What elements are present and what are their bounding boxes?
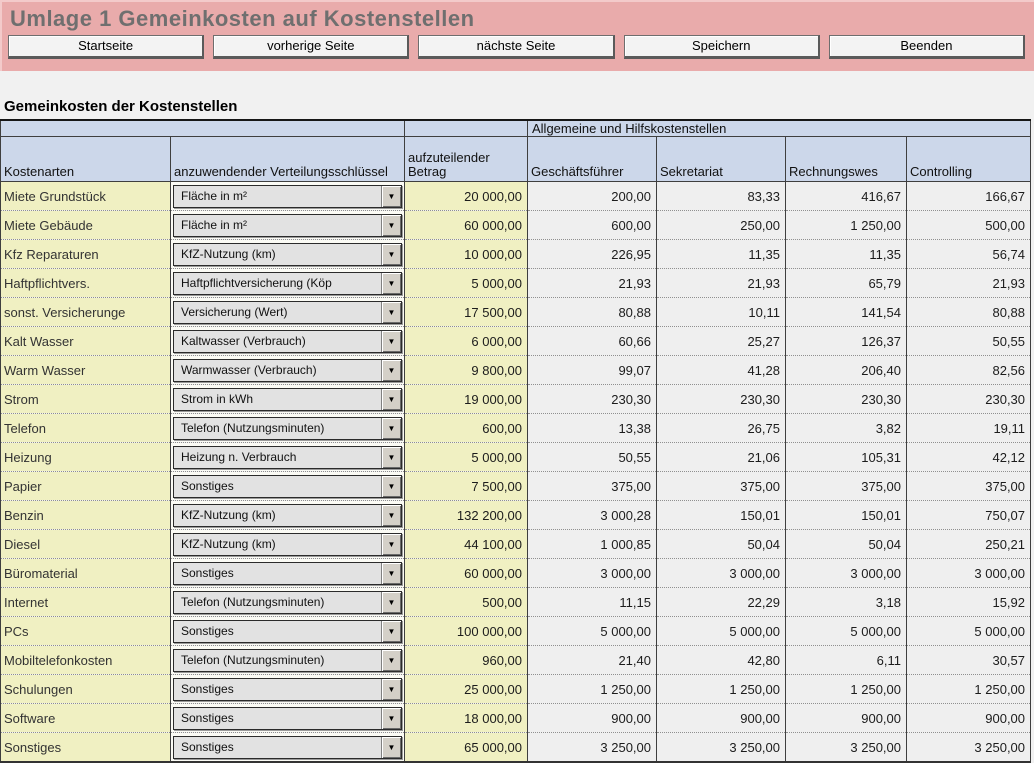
table-row bbox=[1, 588, 1031, 617]
verteilungsschluessel-dropdown[interactable] bbox=[173, 475, 402, 498]
cell-geschaeftsfuehrung: 3 250,00 bbox=[528, 733, 657, 763]
cell-verteilungsschluessel bbox=[171, 211, 405, 240]
cell-controlling: 42,12 bbox=[907, 443, 1031, 472]
chevron-down-icon[interactable]: ▼ bbox=[381, 534, 401, 555]
cell-betrag[interactable]: 500,00 bbox=[405, 588, 528, 617]
cell-sekretariat: 230,30 bbox=[657, 385, 786, 414]
cell-verteilungsschluessel bbox=[171, 240, 405, 269]
table-row bbox=[1, 501, 1031, 530]
table-row bbox=[1, 298, 1031, 327]
cell-verteilungsschluessel bbox=[171, 559, 405, 588]
vorherige-seite-button[interactable]: vorherige Seite bbox=[213, 35, 409, 59]
col-header-verteilungsschluessel: anzuwendender Verteilungsschlüssel bbox=[171, 137, 405, 182]
dropdown-selected-value: Heizung n. Verbrauch bbox=[181, 449, 297, 464]
cell-kostenart[interactable]: Mobiltelefonkosten bbox=[1, 646, 171, 675]
chevron-down-icon[interactable]: ▼ bbox=[381, 621, 401, 642]
cell-controlling: 3 250,00 bbox=[907, 733, 1031, 763]
cell-betrag[interactable]: 960,00 bbox=[405, 646, 528, 675]
cell-betrag[interactable]: 44 100,00 bbox=[405, 530, 528, 559]
table-row bbox=[1, 240, 1031, 269]
table-body bbox=[1, 182, 1031, 763]
cell-sekretariat: 11,35 bbox=[657, 240, 786, 269]
cell-controlling: 230,30 bbox=[907, 385, 1031, 414]
cell-sekretariat: 26,75 bbox=[657, 414, 786, 443]
cell-rechnungswesen: 6,11 bbox=[786, 646, 907, 675]
cell-verteilungsschluessel bbox=[171, 675, 405, 704]
dropdown-selected-value: Sonstiges bbox=[181, 565, 234, 580]
chevron-down-icon[interactable]: ▼ bbox=[381, 737, 401, 758]
cell-betrag[interactable]: 600,00 bbox=[405, 414, 528, 443]
cell-sekretariat: 1 250,00 bbox=[657, 675, 786, 704]
cell-kostenart[interactable]: Kfz Reparaturen bbox=[1, 240, 171, 269]
table-row bbox=[1, 269, 1031, 298]
cell-kostenart[interactable]: Kalt Wasser bbox=[1, 327, 171, 356]
col-header-betrag: aufzuteilender Betrag bbox=[405, 137, 528, 182]
cell-kostenart[interactable]: Sonstiges bbox=[1, 733, 171, 763]
cell-controlling: 3 000,00 bbox=[907, 559, 1031, 588]
cell-controlling: 166,67 bbox=[907, 182, 1031, 211]
table-row bbox=[1, 472, 1031, 501]
cell-geschaeftsfuehrung: 226,95 bbox=[528, 240, 657, 269]
toolbar bbox=[2, 32, 1034, 59]
cell-kostenart[interactable]: Internet bbox=[1, 588, 171, 617]
cell-rechnungswesen: 3,18 bbox=[786, 588, 907, 617]
cell-betrag[interactable]: 6 000,00 bbox=[405, 327, 528, 356]
chevron-down-icon[interactable]: ▼ bbox=[381, 302, 401, 323]
gemeinkosten-table bbox=[0, 119, 1031, 763]
cell-sekretariat: 10,11 bbox=[657, 298, 786, 327]
cell-betrag[interactable]: 100 000,00 bbox=[405, 617, 528, 646]
cell-geschaeftsfuehrung: 11,15 bbox=[528, 588, 657, 617]
cell-betrag[interactable]: 132 200,00 bbox=[405, 501, 528, 530]
cell-kostenart[interactable]: sonst. Versicherunge bbox=[1, 298, 171, 327]
cell-kostenart[interactable]: PCs bbox=[1, 617, 171, 646]
dropdown-selected-value: Telefon (Nutzungsminuten) bbox=[181, 652, 325, 667]
cell-controlling: 375,00 bbox=[907, 472, 1031, 501]
cell-controlling: 900,00 bbox=[907, 704, 1031, 733]
cell-betrag[interactable]: 18 000,00 bbox=[405, 704, 528, 733]
chevron-down-icon[interactable]: ▼ bbox=[381, 592, 401, 613]
cell-geschaeftsfuehrung: 1 250,00 bbox=[528, 675, 657, 704]
cell-rechnungswesen: 11,35 bbox=[786, 240, 907, 269]
verteilungsschluessel-dropdown[interactable] bbox=[173, 417, 402, 440]
table-row bbox=[1, 617, 1031, 646]
cell-betrag[interactable]: 10 000,00 bbox=[405, 240, 528, 269]
cell-verteilungsschluessel bbox=[171, 356, 405, 385]
dropdown-selected-value: KfZ-Nutzung (km) bbox=[181, 507, 276, 522]
cell-controlling: 250,21 bbox=[907, 530, 1031, 559]
verteilungsschluessel-dropdown[interactable] bbox=[173, 620, 402, 643]
startseite-button[interactable]: Startseite bbox=[8, 35, 204, 59]
table-row bbox=[1, 356, 1031, 385]
table-row bbox=[1, 182, 1031, 211]
cell-kostenart[interactable]: Heizung bbox=[1, 443, 171, 472]
chevron-down-icon[interactable]: ▼ bbox=[381, 331, 401, 352]
cell-sekretariat: 42,80 bbox=[657, 646, 786, 675]
cell-betrag[interactable]: 7 500,00 bbox=[405, 472, 528, 501]
beenden-button[interactable]: Beenden bbox=[829, 35, 1025, 59]
cell-controlling: 750,07 bbox=[907, 501, 1031, 530]
cell-sekretariat: 50,04 bbox=[657, 530, 786, 559]
dropdown-selected-value: Sonstiges bbox=[181, 623, 234, 638]
cell-controlling: 500,00 bbox=[907, 211, 1031, 240]
cell-controlling: 21,93 bbox=[907, 269, 1031, 298]
cell-controlling: 30,57 bbox=[907, 646, 1031, 675]
cell-geschaeftsfuehrung: 99,07 bbox=[528, 356, 657, 385]
cell-rechnungswesen: 3 250,00 bbox=[786, 733, 907, 763]
band-empty bbox=[405, 120, 528, 137]
cell-rechnungswesen: 375,00 bbox=[786, 472, 907, 501]
page-title: Umlage 1 Gemeinkosten auf Kostenstellen bbox=[10, 6, 475, 31]
verteilungsschluessel-dropdown[interactable] bbox=[173, 533, 402, 556]
cell-kostenart[interactable]: Miete Grundstück bbox=[1, 182, 171, 211]
chevron-down-icon[interactable]: ▼ bbox=[381, 505, 401, 526]
cell-kostenart[interactable]: Papier bbox=[1, 472, 171, 501]
verteilungsschluessel-dropdown[interactable] bbox=[173, 301, 402, 324]
cell-kostenart[interactable]: Miete Gebäude bbox=[1, 211, 171, 240]
dropdown-selected-value: KfZ-Nutzung (km) bbox=[181, 536, 276, 551]
cell-rechnungswesen: 141,54 bbox=[786, 298, 907, 327]
table-row bbox=[1, 385, 1031, 414]
col-header-rechnungswesen: Rechnungswes bbox=[786, 137, 907, 182]
col-header-controlling: Controlling bbox=[907, 137, 1031, 182]
cell-verteilungsschluessel bbox=[171, 617, 405, 646]
cell-kostenart[interactable]: Software bbox=[1, 704, 171, 733]
cell-betrag[interactable]: 60 000,00 bbox=[405, 211, 528, 240]
cell-betrag[interactable]: 60 000,00 bbox=[405, 559, 528, 588]
section-heading: Gemeinkosten der Kostenstellen bbox=[4, 98, 238, 115]
cell-verteilungsschluessel bbox=[171, 472, 405, 501]
table-row bbox=[1, 733, 1031, 763]
cell-verteilungsschluessel bbox=[171, 530, 405, 559]
cell-geschaeftsfuehrung: 13,38 bbox=[528, 414, 657, 443]
verteilungsschluessel-dropdown[interactable] bbox=[173, 707, 402, 730]
cell-controlling: 5 000,00 bbox=[907, 617, 1031, 646]
cell-kostenart[interactable]: Warm Wasser bbox=[1, 356, 171, 385]
cell-rechnungswesen: 65,79 bbox=[786, 269, 907, 298]
cell-kostenart[interactable]: Telefon bbox=[1, 414, 171, 443]
verteilungsschluessel-dropdown[interactable] bbox=[173, 649, 402, 672]
title-bar bbox=[0, 0, 1034, 71]
chevron-down-icon[interactable]: ▼ bbox=[381, 244, 401, 265]
cell-betrag[interactable]: 17 500,00 bbox=[405, 298, 528, 327]
cell-kostenart[interactable]: Büromaterial bbox=[1, 559, 171, 588]
dropdown-selected-value: Telefon (Nutzungsminuten) bbox=[181, 594, 325, 609]
cell-sekretariat: 900,00 bbox=[657, 704, 786, 733]
chevron-down-icon[interactable]: ▼ bbox=[381, 476, 401, 497]
cell-sekretariat: 375,00 bbox=[657, 472, 786, 501]
dropdown-selected-value: Sonstiges bbox=[181, 710, 234, 725]
cell-sekretariat: 21,06 bbox=[657, 443, 786, 472]
cell-betrag[interactable]: 25 000,00 bbox=[405, 675, 528, 704]
cell-rechnungswesen: 230,30 bbox=[786, 385, 907, 414]
cell-sekretariat: 5 000,00 bbox=[657, 617, 786, 646]
cell-verteilungsschluessel bbox=[171, 501, 405, 530]
naechste-seite-button[interactable]: nächste Seite bbox=[418, 35, 614, 59]
cell-sekretariat: 41,28 bbox=[657, 356, 786, 385]
dropdown-selected-value: Warmwasser (Verbrauch) bbox=[181, 362, 317, 377]
cell-geschaeftsfuehrung: 230,30 bbox=[528, 385, 657, 414]
chevron-down-icon[interactable]: ▼ bbox=[381, 273, 401, 294]
chevron-down-icon[interactable]: ▼ bbox=[381, 708, 401, 729]
chevron-down-icon[interactable]: ▼ bbox=[381, 563, 401, 584]
cell-verteilungsschluessel bbox=[171, 588, 405, 617]
cell-geschaeftsfuehrung: 60,66 bbox=[528, 327, 657, 356]
speichern-button[interactable]: Speichern bbox=[624, 35, 820, 59]
cell-rechnungswesen: 50,04 bbox=[786, 530, 907, 559]
table-row bbox=[1, 646, 1031, 675]
cell-rechnungswesen: 126,37 bbox=[786, 327, 907, 356]
table-row bbox=[1, 675, 1031, 704]
dropdown-selected-value: Telefon (Nutzungsminuten) bbox=[181, 420, 325, 435]
cell-rechnungswesen: 900,00 bbox=[786, 704, 907, 733]
cell-rechnungswesen: 3,82 bbox=[786, 414, 907, 443]
band-empty bbox=[1, 120, 405, 137]
verteilungsschluessel-dropdown[interactable] bbox=[173, 214, 402, 237]
cell-verteilungsschluessel bbox=[171, 646, 405, 675]
table-row bbox=[1, 414, 1031, 443]
cell-kostenart[interactable]: Strom bbox=[1, 385, 171, 414]
table-row bbox=[1, 327, 1031, 356]
cell-geschaeftsfuehrung: 600,00 bbox=[528, 211, 657, 240]
cell-sekretariat: 83,33 bbox=[657, 182, 786, 211]
cell-rechnungswesen: 5 000,00 bbox=[786, 617, 907, 646]
col-header-sekretariat: Sekretariat bbox=[657, 137, 786, 182]
cell-controlling: 82,56 bbox=[907, 356, 1031, 385]
cell-geschaeftsfuehrung: 21,93 bbox=[528, 269, 657, 298]
cell-kostenart[interactable]: Diesel bbox=[1, 530, 171, 559]
verteilungsschluessel-dropdown[interactable] bbox=[173, 446, 402, 469]
group-header: Allgemeine und Hilfskostenstellen bbox=[528, 120, 1031, 137]
cell-kostenart[interactable]: Schulungen bbox=[1, 675, 171, 704]
dropdown-selected-value: Kaltwasser (Verbrauch) bbox=[181, 333, 306, 348]
cell-controlling: 56,74 bbox=[907, 240, 1031, 269]
dropdown-selected-value: Haftpflichtversicherung (Köp bbox=[181, 275, 332, 290]
cell-verteilungsschluessel bbox=[171, 269, 405, 298]
cell-sekretariat: 21,93 bbox=[657, 269, 786, 298]
column-header-row bbox=[1, 137, 1031, 182]
verteilungsschluessel-dropdown[interactable] bbox=[173, 504, 402, 527]
table-row bbox=[1, 443, 1031, 472]
cell-controlling: 19,11 bbox=[907, 414, 1031, 443]
dropdown-selected-value: Sonstiges bbox=[181, 739, 234, 754]
cell-controlling: 50,55 bbox=[907, 327, 1031, 356]
chevron-down-icon[interactable]: ▼ bbox=[381, 360, 401, 381]
cell-betrag[interactable]: 9 800,00 bbox=[405, 356, 528, 385]
cell-sekretariat: 3 250,00 bbox=[657, 733, 786, 763]
verteilungsschluessel-dropdown[interactable] bbox=[173, 678, 402, 701]
cell-betrag[interactable]: 5 000,00 bbox=[405, 269, 528, 298]
cell-kostenart[interactable]: Haftpflichtvers. bbox=[1, 269, 171, 298]
cell-rechnungswesen: 3 000,00 bbox=[786, 559, 907, 588]
cell-sekretariat: 150,01 bbox=[657, 501, 786, 530]
group-header-row bbox=[1, 120, 1031, 137]
cell-geschaeftsfuehrung: 5 000,00 bbox=[528, 617, 657, 646]
cell-rechnungswesen: 105,31 bbox=[786, 443, 907, 472]
cell-sekretariat: 3 000,00 bbox=[657, 559, 786, 588]
cell-betrag[interactable]: 19 000,00 bbox=[405, 385, 528, 414]
dropdown-selected-value: Sonstiges bbox=[181, 478, 234, 493]
verteilungsschluessel-dropdown[interactable] bbox=[173, 272, 402, 295]
dropdown-selected-value: Versicherung (Wert) bbox=[181, 304, 288, 319]
verteilungsschluessel-dropdown[interactable] bbox=[173, 243, 402, 266]
verteilungsschluessel-dropdown[interactable] bbox=[173, 591, 402, 614]
cell-verteilungsschluessel bbox=[171, 443, 405, 472]
cell-sekretariat: 25,27 bbox=[657, 327, 786, 356]
cell-geschaeftsfuehrung: 3 000,00 bbox=[528, 559, 657, 588]
verteilungsschluessel-dropdown[interactable] bbox=[173, 736, 402, 759]
dropdown-selected-value: KfZ-Nutzung (km) bbox=[181, 246, 276, 261]
cell-betrag[interactable]: 65 000,00 bbox=[405, 733, 528, 763]
cell-verteilungsschluessel bbox=[171, 414, 405, 443]
cell-rechnungswesen: 1 250,00 bbox=[786, 211, 907, 240]
cell-geschaeftsfuehrung: 900,00 bbox=[528, 704, 657, 733]
table-row bbox=[1, 211, 1031, 240]
cell-geschaeftsfuehrung: 21,40 bbox=[528, 646, 657, 675]
cell-verteilungsschluessel bbox=[171, 733, 405, 763]
cell-sekretariat: 22,29 bbox=[657, 588, 786, 617]
cell-controlling: 15,92 bbox=[907, 588, 1031, 617]
cell-rechnungswesen: 1 250,00 bbox=[786, 675, 907, 704]
table-row bbox=[1, 530, 1031, 559]
cell-betrag[interactable]: 20 000,00 bbox=[405, 182, 528, 211]
dropdown-selected-value: Fläche in m² bbox=[181, 188, 248, 203]
table-row bbox=[1, 559, 1031, 588]
chevron-down-icon[interactable]: ▼ bbox=[381, 650, 401, 671]
cell-kostenart[interactable]: Benzin bbox=[1, 501, 171, 530]
cell-geschaeftsfuehrung: 3 000,28 bbox=[528, 501, 657, 530]
verteilungsschluessel-dropdown[interactable] bbox=[173, 359, 402, 382]
cell-verteilungsschluessel bbox=[171, 327, 405, 356]
chevron-down-icon[interactable]: ▼ bbox=[381, 679, 401, 700]
cell-verteilungsschluessel bbox=[171, 704, 405, 733]
chevron-down-icon[interactable]: ▼ bbox=[381, 389, 401, 410]
chevron-down-icon[interactable]: ▼ bbox=[381, 215, 401, 236]
verteilungsschluessel-dropdown[interactable] bbox=[173, 330, 402, 353]
cell-betrag[interactable]: 5 000,00 bbox=[405, 443, 528, 472]
dropdown-selected-value: Strom in kWh bbox=[181, 391, 254, 406]
cell-sekretariat: 250,00 bbox=[657, 211, 786, 240]
cell-verteilungsschluessel bbox=[171, 298, 405, 327]
chevron-down-icon[interactable]: ▼ bbox=[381, 447, 401, 468]
col-header-geschaeftsfuehrung: Geschäftsführer bbox=[528, 137, 657, 182]
cell-rechnungswesen: 206,40 bbox=[786, 356, 907, 385]
table-row bbox=[1, 704, 1031, 733]
chevron-down-icon[interactable]: ▼ bbox=[381, 186, 401, 207]
verteilungsschluessel-dropdown[interactable] bbox=[173, 388, 402, 411]
cell-controlling: 1 250,00 bbox=[907, 675, 1031, 704]
col-header-kostenarten: Kostenarten bbox=[1, 137, 171, 182]
verteilungsschluessel-dropdown[interactable] bbox=[173, 562, 402, 585]
verteilungsschluessel-dropdown[interactable] bbox=[173, 185, 402, 208]
cell-verteilungsschluessel bbox=[171, 385, 405, 414]
cell-verteilungsschluessel bbox=[171, 182, 405, 211]
cell-rechnungswesen: 416,67 bbox=[786, 182, 907, 211]
cell-geschaeftsfuehrung: 200,00 bbox=[528, 182, 657, 211]
dropdown-selected-value: Fläche in m² bbox=[181, 217, 248, 232]
cell-geschaeftsfuehrung: 50,55 bbox=[528, 443, 657, 472]
cell-controlling: 80,88 bbox=[907, 298, 1031, 327]
cell-geschaeftsfuehrung: 80,88 bbox=[528, 298, 657, 327]
chevron-down-icon[interactable]: ▼ bbox=[381, 418, 401, 439]
cell-geschaeftsfuehrung: 375,00 bbox=[528, 472, 657, 501]
cell-geschaeftsfuehrung: 1 000,85 bbox=[528, 530, 657, 559]
dropdown-selected-value: Sonstiges bbox=[181, 681, 234, 696]
cell-rechnungswesen: 150,01 bbox=[786, 501, 907, 530]
